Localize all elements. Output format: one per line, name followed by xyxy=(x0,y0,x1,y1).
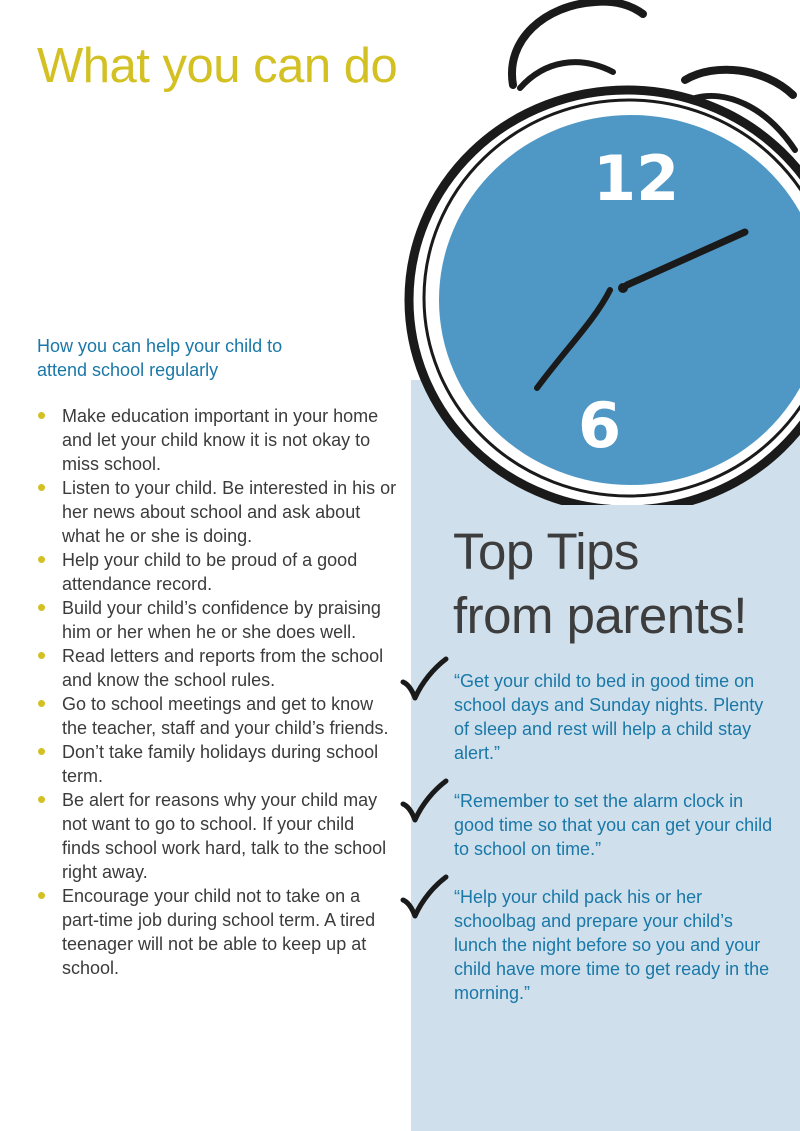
tips-heading-line-2: from parents! xyxy=(453,587,747,644)
bullet-icon xyxy=(38,748,45,755)
subtitle-line-1: How you can help your child to xyxy=(37,336,283,356)
clock-numeral-12: 12 xyxy=(593,142,680,215)
bullet-icon xyxy=(38,484,45,491)
tip-item: “Get your child to bed in good time on school days and Sunday nights. Plenty of sleep and rest will help a child stay alert.” xyxy=(454,671,764,763)
alarm-clock-icon xyxy=(395,0,800,505)
bullet-icon xyxy=(38,412,45,419)
list-item: Read letters and reports from the school and know the school rules. xyxy=(37,644,397,692)
tips-heading xyxy=(453,520,793,648)
list-item: Be alert for reasons why your child may not want to go to school. If your child finds school work hard, talk to the school right away. xyxy=(37,788,397,884)
checkmark-icon xyxy=(400,874,450,922)
page-title: What you can do xyxy=(37,39,398,93)
checkmark-icon xyxy=(400,656,450,704)
clock-numeral-6: 6 xyxy=(578,389,622,462)
bullet-icon xyxy=(38,796,45,803)
tip-item: “Remember to set the alarm clock in good time so that you can get your child to school on time.” xyxy=(454,791,773,859)
tip-item: “Help your child pack his or her schoolbag and prepare your child’s lunch the night before so you and your child have more time to get ready in the morning.” xyxy=(454,887,770,1003)
checkmark-icon xyxy=(400,778,450,826)
list-item: Help your child to be proud of a good attendance record. xyxy=(37,548,397,596)
list-item: Encourage your child not to take on a part-time job during school term. A tired teenager will not be able to keep up at school. xyxy=(37,884,397,980)
list-item: Build your child’s confidence by praising him or her when he or she does well. xyxy=(37,596,397,644)
bullet-icon xyxy=(38,652,45,659)
help-section-subtitle xyxy=(37,334,367,382)
list-item: Don’t take family holidays during school term. xyxy=(37,740,397,788)
bullet-icon xyxy=(38,604,45,611)
list-item: Listen to your child. Be interested in his or her news about school and ask about what he or she is doing. xyxy=(37,476,397,548)
list-item: Make education important in your home and let your child know it is not okay to miss school. xyxy=(37,404,397,476)
tips-heading-line-1: Top Tips xyxy=(453,523,639,580)
bullet-icon xyxy=(38,556,45,563)
subtitle-line-2: attend school regularly xyxy=(37,360,219,380)
bullet-icon xyxy=(38,892,45,899)
list-item: Go to school meetings and get to know the teacher, staff and your child’s friends. xyxy=(37,692,397,740)
bullet-icon xyxy=(38,700,45,707)
help-bullet-list xyxy=(37,404,397,980)
